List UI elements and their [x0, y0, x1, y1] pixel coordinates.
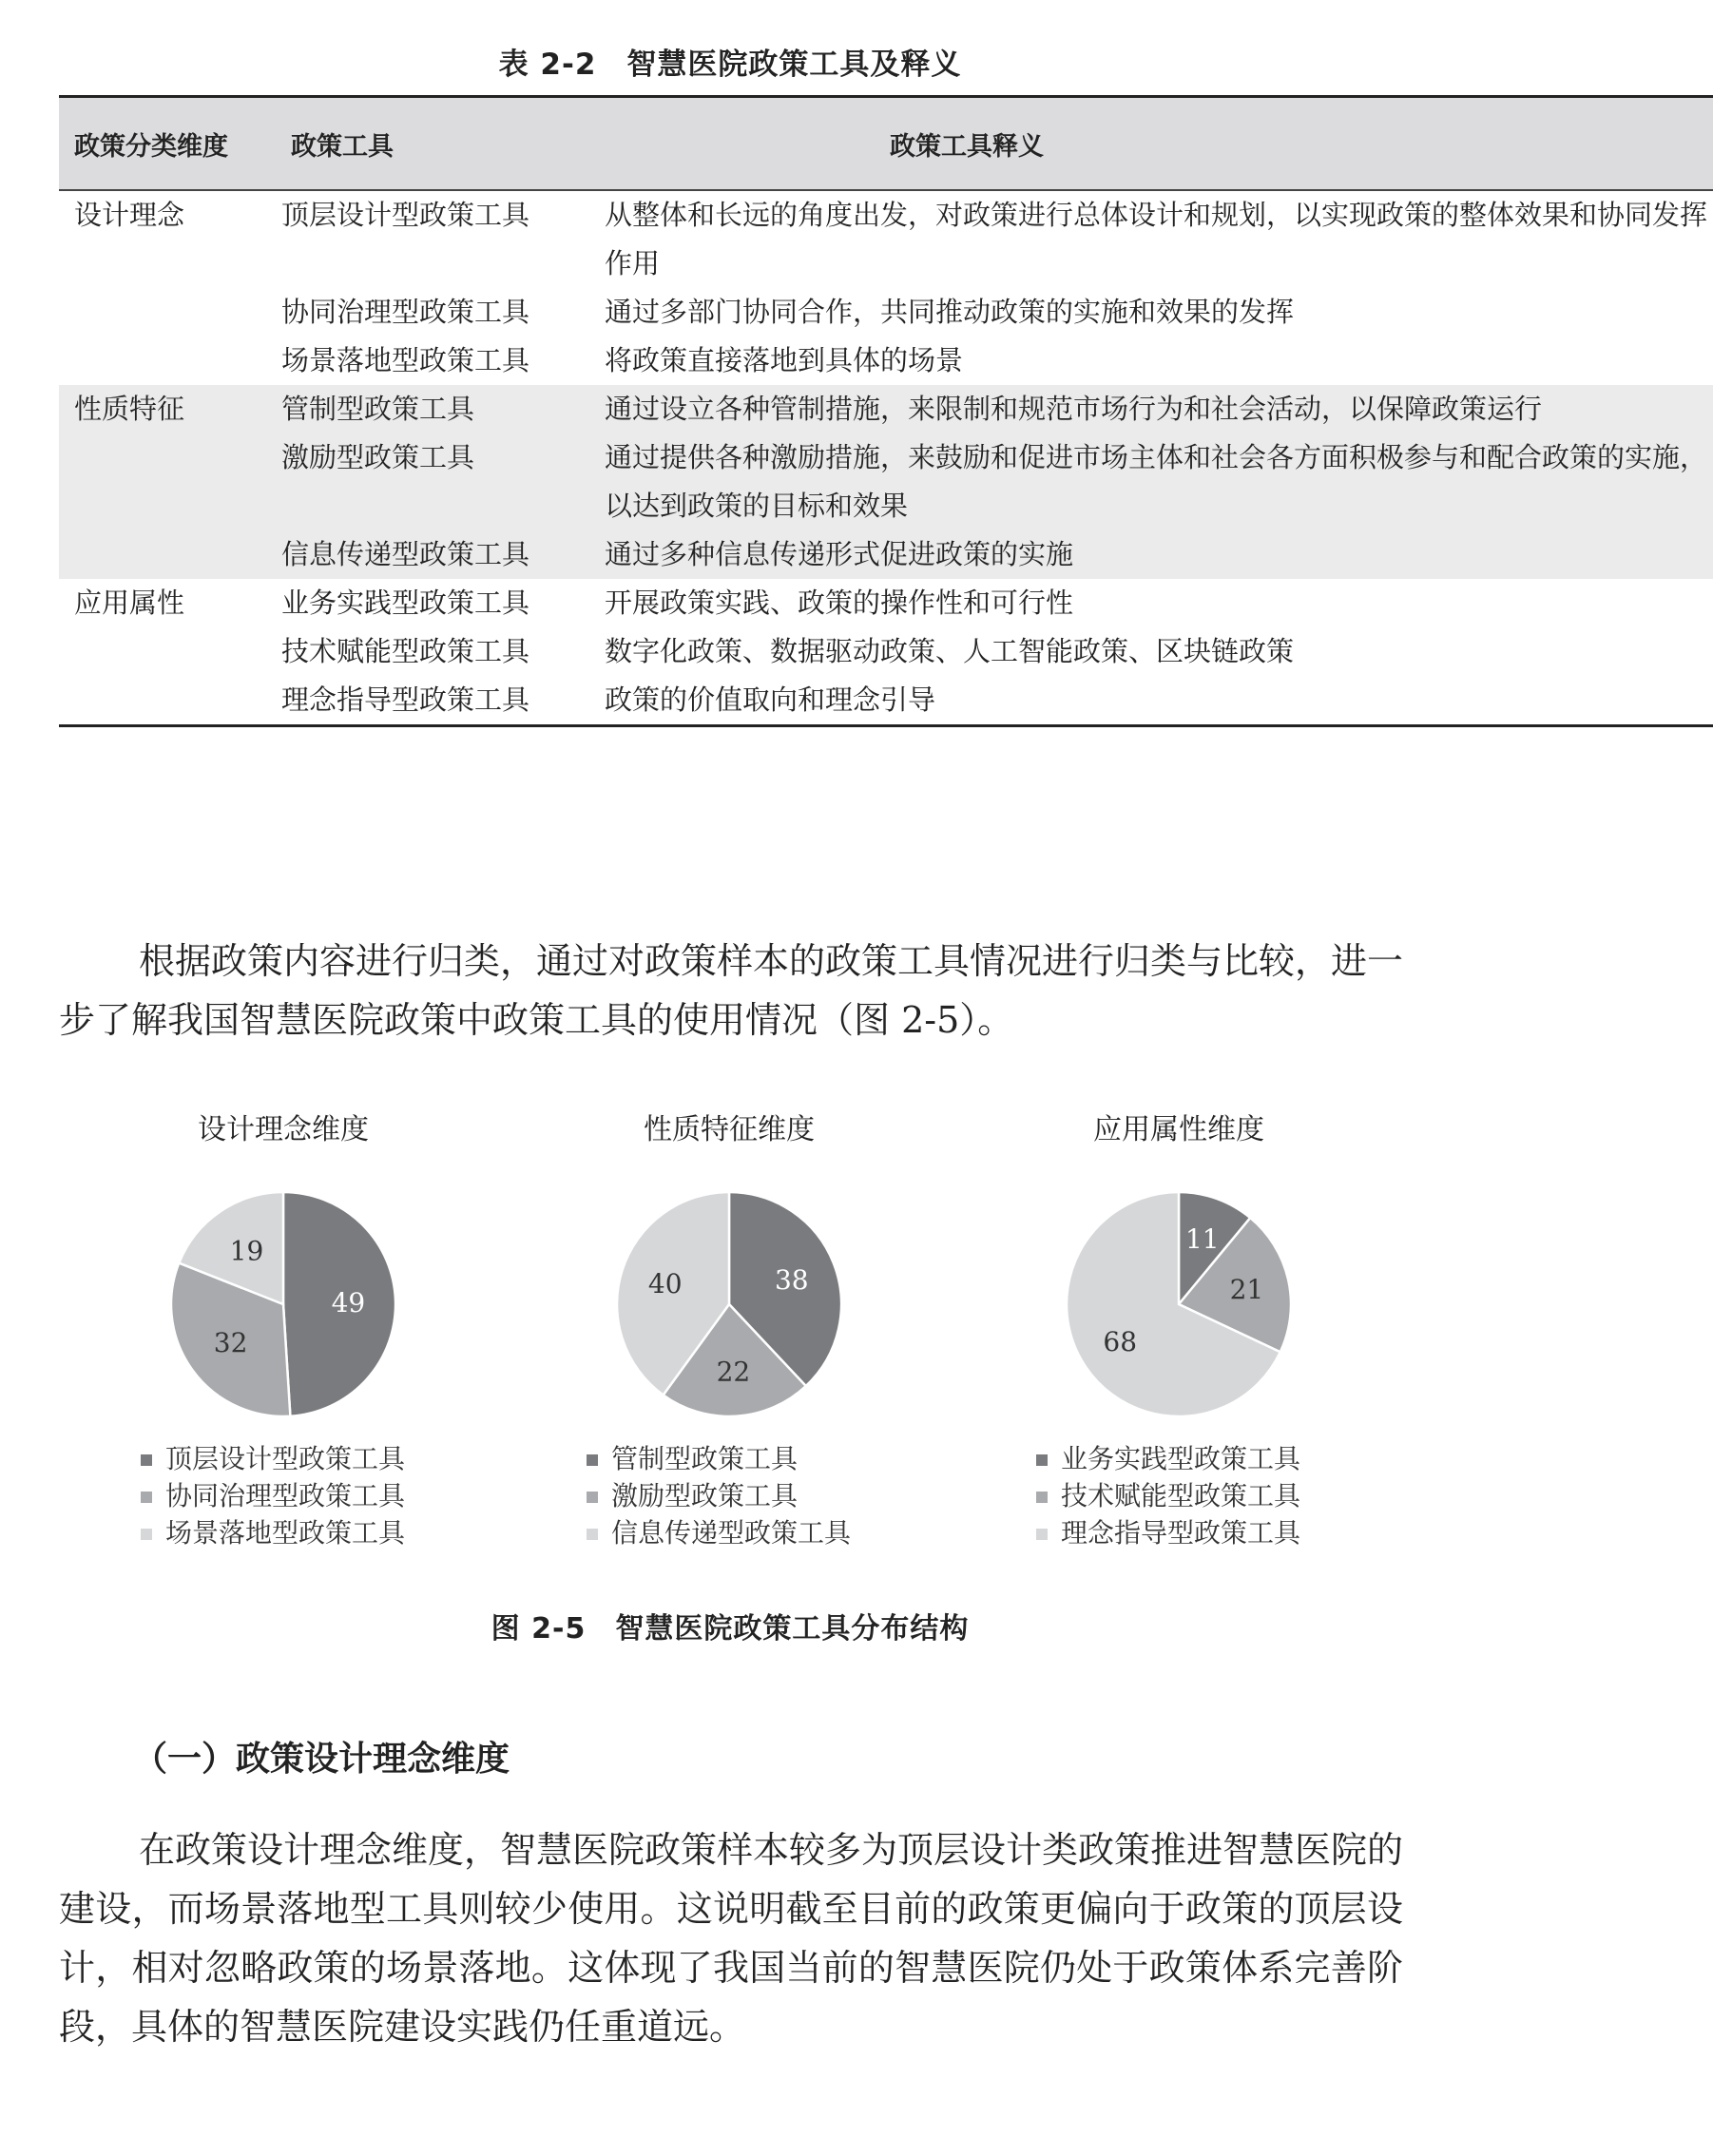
section-heading: （一）政策设计理念维度	[133, 1740, 510, 1779]
header-tool: 政策工具	[281, 97, 605, 191]
slice-value-label: 22	[716, 1356, 751, 1388]
table-row	[59, 190, 1713, 288]
tool-cell: 激励型政策工具	[281, 433, 605, 530]
tool-cell: 协同治理型政策工具	[281, 296, 530, 328]
slice-value-label: 49	[331, 1286, 366, 1319]
table-group-design	[59, 190, 1713, 385]
pie-charts-figure	[0, 1093, 1460, 1588]
legend-label: 信息传递型政策工具	[611, 1517, 852, 1549]
legend-swatch	[587, 1529, 598, 1540]
dimension-cell: 性质特征	[59, 385, 281, 433]
dimension-cell: 应用属性	[74, 587, 185, 619]
legend-swatch	[141, 1492, 152, 1503]
slice-value-label: 21	[1229, 1274, 1264, 1305]
tool-cell: 场景落地型政策工具	[281, 344, 530, 376]
chart-title: 性质特征维度	[644, 1113, 815, 1146]
legend-label: 顶层设计型政策工具	[165, 1443, 406, 1474]
table-row	[59, 385, 1713, 433]
body-paragraph-intro: 根据政策内容进行归类，通过对政策样本的政策工具情况进行归类与比较，进一步了解我国智慧医院政策中政策工具的使用情况（图 2-5）。	[59, 940, 1404, 1041]
dimension-cell: 设计理念	[74, 199, 185, 231]
table-group-nature	[59, 385, 1713, 579]
legend-label: 业务实践型政策工具	[1061, 1443, 1301, 1474]
slice-value-label: 19	[229, 1235, 264, 1267]
header-dimension: 政策分类维度	[59, 97, 281, 191]
legend-label: 协同治理型政策工具	[165, 1480, 406, 1511]
definition-cell: 通过提供各种激励措施，来鼓励和促进市场主体和社会各方面积极参与和配合政策的实施，以达到政策的目标和效果	[605, 433, 1713, 530]
legend-label: 技术赋能型政策工具	[1061, 1480, 1301, 1511]
slice-value-label: 38	[774, 1263, 809, 1296]
table-row	[59, 337, 1713, 385]
tool-cell: 理念指导型政策工具	[281, 676, 605, 726]
table-row	[59, 530, 1713, 579]
body-paragraph-design: 在政策设计理念维度，智慧医院政策样本较多为顶层设计类政策推进智慧医院的建设，而场景落地型工具则较少使用。这说明截至目前的政策更偏向于政策的顶层设计，相对忽略政策的场景落地。这体现了我国当前的智慧医院仍处于政策体系完善阶段，具体的智慧医院建设实践仍任重道远。	[59, 1829, 1404, 2048]
tool-cell: 技术赋能型政策工具	[281, 635, 530, 667]
chart-title: 设计理念维度	[198, 1113, 369, 1146]
table-title: 表 2-2 智慧医院政策工具及释义	[498, 48, 962, 82]
table-row	[59, 288, 1713, 337]
table-row	[59, 579, 1713, 627]
chart-title: 应用属性维度	[1093, 1113, 1264, 1146]
legend-label: 激励型政策工具	[611, 1480, 799, 1511]
tool-cell: 业务实践型政策工具	[281, 587, 530, 619]
table-group-application	[59, 579, 1713, 726]
legend-swatch	[141, 1529, 152, 1540]
policy-tools-table	[59, 95, 1713, 727]
slice-value-label: 40	[647, 1268, 683, 1300]
tool-cell: 顶层设计型政策工具	[281, 199, 530, 231]
definition-cell: 从整体和长远的角度出发，对政策进行总体设计和规划，以实现政策的整体效果和协同发挥作用	[605, 199, 1708, 279]
legend-swatch	[1036, 1454, 1048, 1466]
legend-swatch	[587, 1492, 598, 1503]
table-row	[59, 433, 1713, 530]
table-header-row	[59, 97, 1713, 191]
header-definition: 政策工具释义	[605, 97, 1713, 191]
tool-cell: 管制型政策工具	[281, 385, 605, 433]
table-row	[59, 676, 1713, 726]
legend-label: 管制型政策工具	[611, 1443, 799, 1474]
table-row	[59, 627, 1713, 676]
definition-cell: 开展政策实践、政策的操作性和可行性	[605, 587, 1074, 619]
slice-value-label: 32	[213, 1327, 248, 1359]
figure-caption: 图 2-5 智慧医院政策工具分布结构	[491, 1612, 970, 1646]
tool-cell: 信息传递型政策工具	[281, 530, 605, 579]
definition-cell: 通过设立各种管制措施，来限制和规范市场行为和社会活动，以保障政策运行	[605, 385, 1713, 433]
definition-cell: 将政策直接落地到具体的场景	[605, 344, 964, 376]
legend-swatch	[141, 1454, 152, 1466]
slice-value-label: 11	[1184, 1223, 1220, 1256]
legend-swatch	[1036, 1529, 1048, 1540]
definition-cell: 通过多部门协同合作，共同推动政策的实施和效果的发挥	[605, 296, 1295, 328]
slice-value-label: 68	[1103, 1326, 1138, 1358]
legend-label: 场景落地型政策工具	[165, 1517, 406, 1549]
legend-label: 理念指导型政策工具	[1061, 1517, 1301, 1549]
legend-swatch	[1036, 1492, 1048, 1503]
definition-cell: 通过多种信息传递形式促进政策的实施	[605, 530, 1713, 579]
definition-cell: 政策的价值取向和理念引导	[605, 676, 1713, 726]
legend-swatch	[587, 1454, 598, 1466]
definition-cell: 数字化政策、数据驱动政策、人工智能政策、区块链政策	[605, 635, 1295, 667]
